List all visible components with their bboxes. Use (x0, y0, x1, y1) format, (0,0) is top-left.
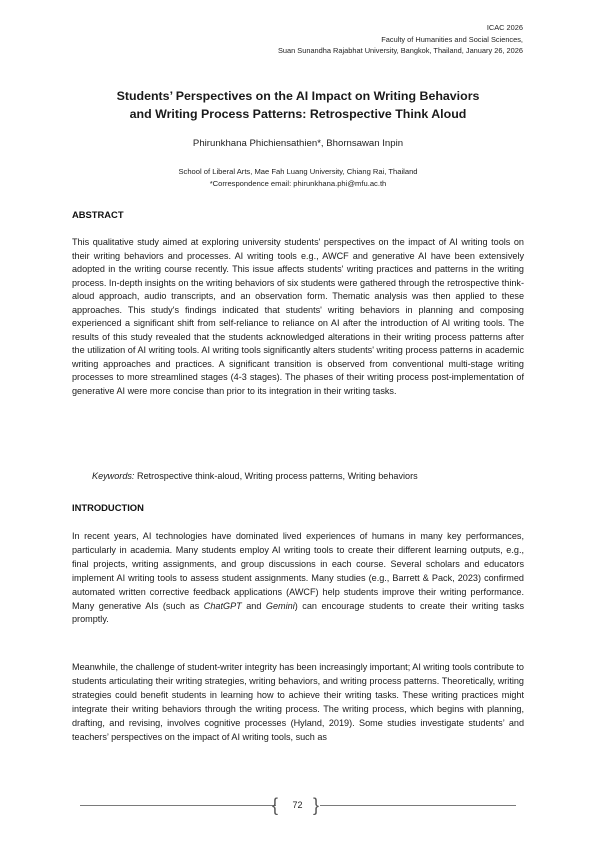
footer-rule-right (320, 805, 516, 806)
footer-bracket-right: } (313, 795, 320, 815)
conference-header (278, 22, 523, 57)
conference-venue: Suan Sunandha Rajabhat University, Bangkok, Thailand, January 26, 2026 (277, 46, 523, 56)
footer-bracket-left: { (272, 795, 279, 815)
paper-title (72, 87, 524, 123)
conference-name: ICAC 2026 (486, 23, 523, 32)
paper-authors: Phirunkhana Phichiensathien*, Bhornsawan Inpin (192, 138, 404, 149)
introduction-heading: INTRODUCTION (72, 502, 144, 513)
footer-rule-left (80, 805, 276, 806)
abstract-heading: ABSTRACT (72, 209, 124, 220)
affiliation-institution: School of Liberal Arts, Mae Fah Luang University, Chiang Rai, Thailand (178, 167, 418, 176)
abstract-text: This qualitative study aimed at exploring university students' perspectives on the impact of AI writing tools on their writing behaviors and processes. AI writing tools e.g., AWCF and generative AI have been extensively adopted in the writing course recently. This issue affects students' writing practices and patterns in the writing process. In-depth insights on the writing behaviors of six students were gathered through the retrospective think-aloud approach, audio transcripts, and an observation form. Thematic analysis was then applied to these approaches. This study's findings indicated that students' writing behaviors in planning and composing experienced a significant shift from self-reliance to reliance on AI after the introduction of AI writing tools. The results of this study revealed that the students acknowledged alterations in their writing process patterns after the utilization of AI writing tools. AI writing tools significantly alters students' writing process patterns in academic writing approaches and practices. A significant transition is observed from conventional multi-stage writing processes to more streamlined stages (4-3 stages). The phases of their writing process post-implementation of generative AI were more concise than prior to its integration in their writing tasks. (72, 237, 524, 396)
intro-p1-chatgpt: ChatGPT (203, 600, 242, 611)
author-affiliation (72, 166, 524, 189)
introduction-paragraph-1 (72, 530, 524, 627)
paper-title-line-2: and Writing Process Patterns: Retrospective Think Aloud (129, 107, 467, 121)
keywords (92, 471, 524, 481)
introduction-paragraph-2: Meanwhile, the challenge of student-writer integrity has been increasingly important; AI writing tools contribute to students articulating their writing strategies, writing behaviors, and writing process patterns. Theoretically, writing strategies could benefit students in learning how to achieve their writing tasks. These writing practices might integrate their writing behaviors through the writing process. The writing process, which begins with planning, drafting, and revising, involves cognitive processes (Hyland, 2019). Some studies investigate students’ and teachers’ perspectives on the impact of AI writing tools, such as (72, 662, 524, 742)
intro-p1-text-c: ) can encourage students to create their writing tasks promptly. (72, 600, 524, 625)
keywords-label: Keywords: (92, 471, 135, 481)
paper-title-line-1: Students’ Perspectives on the AI Impact on Writing Behaviors (116, 89, 480, 103)
intro-p1-gemini: Gemini (265, 600, 295, 611)
page-number: 72 (292, 800, 303, 810)
correspondence-email: *Correspondence email: phirunkhana.phi@mfu.ac.th (209, 178, 387, 188)
intro-p1-text-b: and (241, 600, 266, 611)
conference-faculty: Faculty of Humanities and Social Sciences, (381, 34, 523, 44)
intro-p1-text-a: In recent years, AI technologies have dominated lived experiences of humans in many key performances, particularly in academia. Many students employ AI writing tools to create their different learning outputs, e.g., final projects, writing assignments, and group discussions in each course. Several scholars and educators implement AI writing tools to assess student assignments. Many studies (e.g., Barrett & Pack, 2023) confirmed automated written corrective feedback applications (AWCF) help students improve their writing performance. Many generative AIs (such as (72, 531, 524, 611)
keywords-list: Retrospective think-aloud, Writing process patterns, Writing behaviors (134, 471, 418, 481)
